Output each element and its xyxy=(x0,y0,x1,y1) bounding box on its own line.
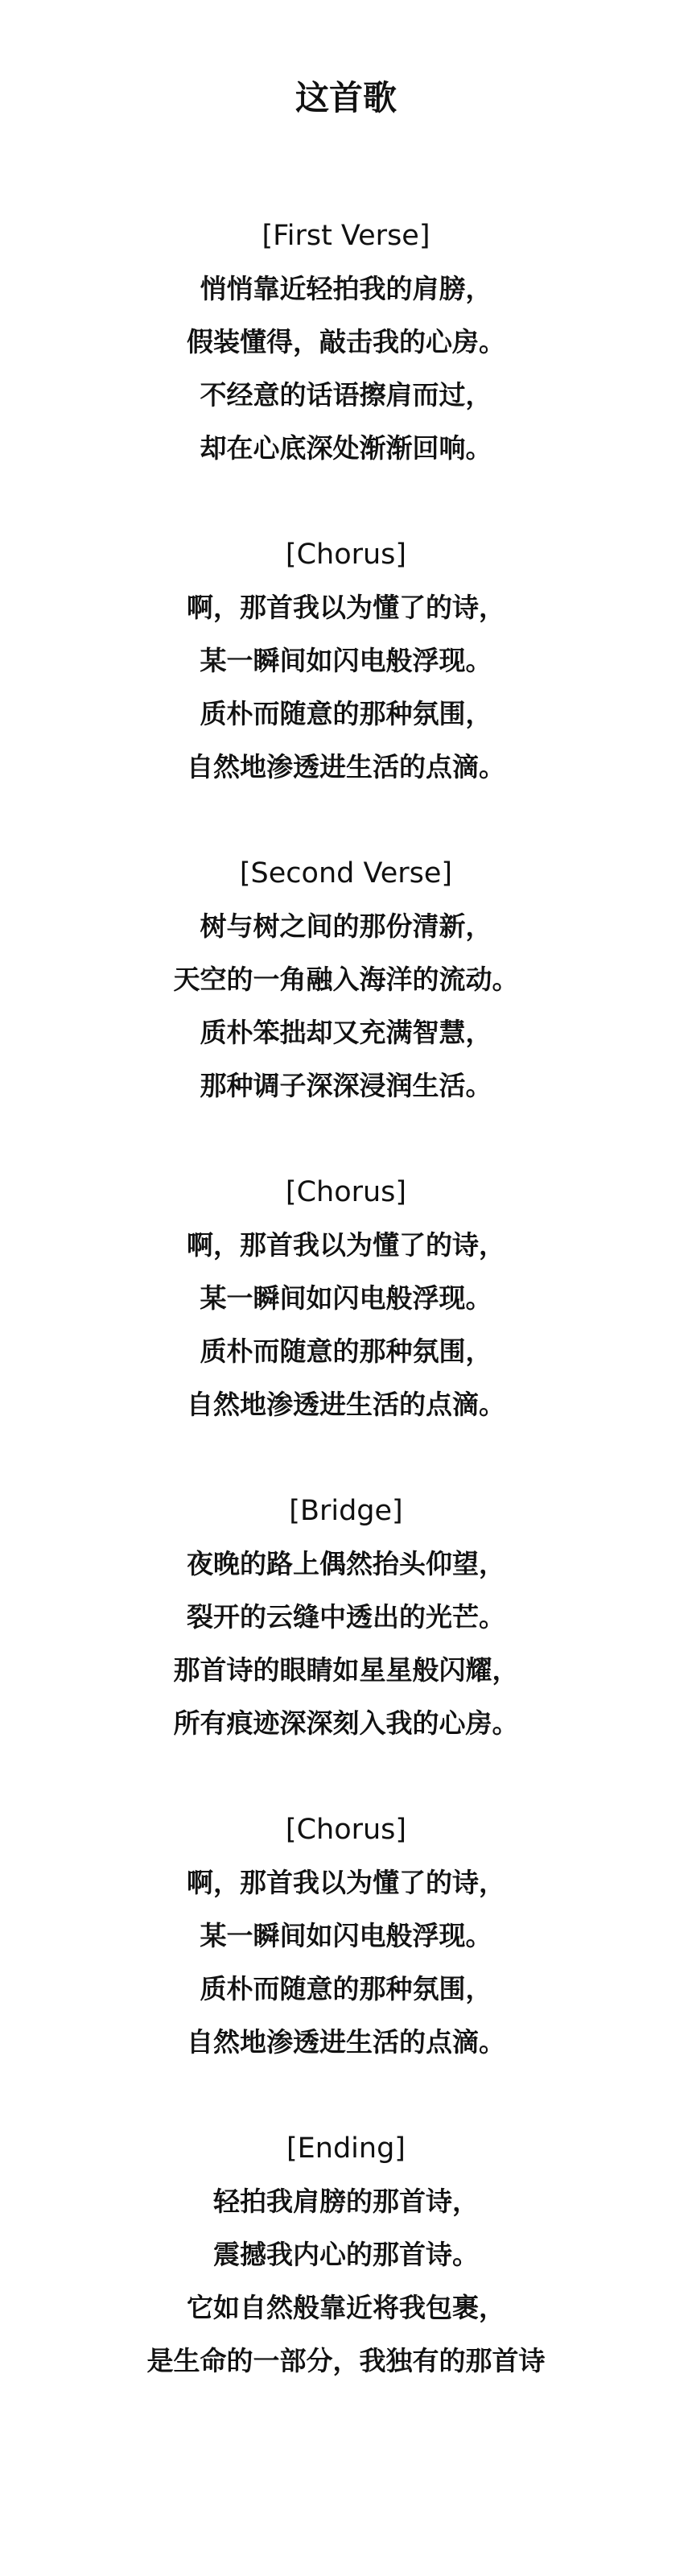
lyric-line: 悄悄靠近轻拍我的肩膀， xyxy=(200,273,492,304)
lyric-line: 啊，那首我以为懂了的诗， xyxy=(187,1867,505,1898)
lyric-line: 树与树之间的那份清新， xyxy=(200,910,492,942)
lyric-line: 那首诗的眼睛如星星般闪耀， xyxy=(173,1654,519,1686)
section-chorus-2 xyxy=(0,1166,692,1431)
song-title: 这首歌 xyxy=(295,78,397,118)
lyric-line: 某一瞬间如闪电般浮现。 xyxy=(200,1920,492,1951)
section-header: [Chorus] xyxy=(285,1176,407,1208)
section-second-verse xyxy=(0,847,692,1113)
lyric-line: 所有痕迹深深刻入我的心房。 xyxy=(173,1707,519,1739)
lyric-line: 某一瞬间如闪电般浮现。 xyxy=(200,1282,492,1314)
section-ending xyxy=(0,2122,692,2388)
lyric-line: 自然地渗透进生活的点滴。 xyxy=(187,2026,505,2058)
lyric-line: 啊，那首我以为懂了的诗， xyxy=(187,592,505,623)
lyric-line: 自然地渗透进生活的点滴。 xyxy=(187,1389,505,1420)
section-header: [Chorus] xyxy=(285,1814,407,1846)
section-header: [Chorus] xyxy=(285,539,407,571)
lyric-line: 质朴而随意的那种氛围， xyxy=(200,1973,492,2004)
section-chorus-1 xyxy=(0,528,692,794)
lyric-line: 裂开的云缝中透出的光芒。 xyxy=(187,1601,505,1633)
lyric-line: 天空的一角融入海洋的流动。 xyxy=(173,964,519,995)
lyric-line: 却在心底深处渐渐回响。 xyxy=(200,432,492,464)
lyric-line: 夜晚的路上偶然抬头仰望， xyxy=(187,1548,505,1579)
lyric-line: 那种调子深深浸润生活。 xyxy=(200,1070,492,1101)
section-header: [Second Verse] xyxy=(239,857,453,890)
lyric-line: 质朴而随意的那种氛围， xyxy=(200,698,492,729)
lyric-line: 质朴笨拙却又充满智慧， xyxy=(200,1017,492,1048)
lyric-line: 啊，那首我以为懂了的诗， xyxy=(187,1229,505,1261)
section-header: [Ending] xyxy=(286,2132,406,2165)
section-header: [Bridge] xyxy=(289,1495,403,1527)
section-first-verse xyxy=(0,209,692,475)
lyric-line: 它如自然般靠近将我包裹， xyxy=(187,2292,505,2323)
lyric-line: 是生命的一部分，我独有的那首诗 xyxy=(146,2345,546,2376)
lyric-line: 不经意的话语擦肩而过， xyxy=(200,379,492,411)
lyric-line: 某一瞬间如闪电般浮现。 xyxy=(200,645,492,676)
lyric-line: 轻拍我肩膀的那首诗， xyxy=(213,2186,479,2217)
lyric-line: 假装懂得，敲击我的心房。 xyxy=(187,326,505,357)
lyric-line: 自然地渗透进生活的点滴。 xyxy=(187,751,505,782)
section-bridge xyxy=(0,1484,692,1750)
section-chorus-3 xyxy=(0,1803,692,2069)
lyric-line: 震撼我内心的那首诗。 xyxy=(213,2239,479,2270)
section-header: [First Verse] xyxy=(262,220,430,252)
lyric-line: 质朴而随意的那种氛围， xyxy=(200,1335,492,1367)
